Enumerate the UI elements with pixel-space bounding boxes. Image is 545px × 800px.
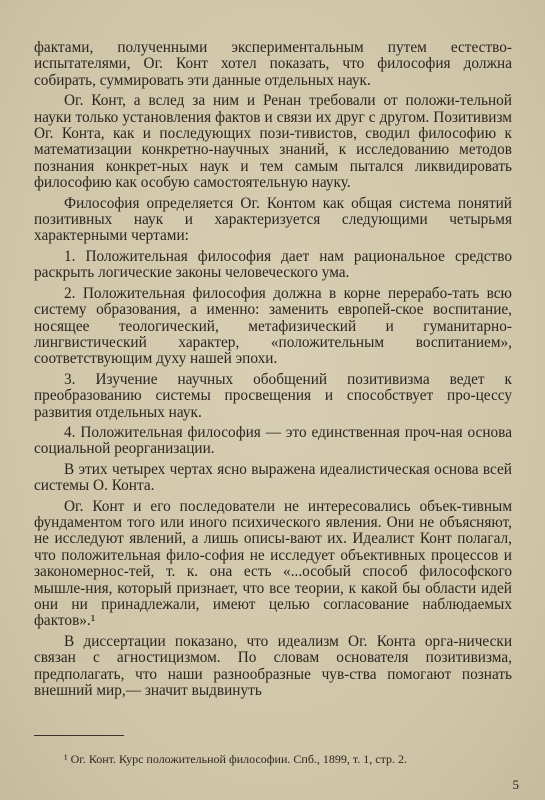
paragraph: Ог. Конт и его последователи не интересовались объек-тивным фундаментом того или иного психического явления. Они не объясняют, не исследуют явлений, а лишь описы-вают их. Идеалист Конт полагал, что положительная фило-софия не исследует объективных процессов и закономернос-тей, т. к. она есть «...особый способ философского мышле-ния, который признает, что все теории, к какой бы области идей они ни принадлежали, имеют целью согласование наблюдаемых фактов».¹ xyxy=(34,497,512,630)
page-number: 5 xyxy=(512,777,519,792)
footnote-divider xyxy=(34,735,124,736)
body-text xyxy=(34,40,512,703)
footnote: ¹ Ог. Конт. Курс положительной философии. Спб., 1899, т. 1, стр. 2. xyxy=(64,752,407,766)
list-item-4: 4. Положительная философия — это единственная проч-ная основа социальной реорганизации. xyxy=(34,423,512,458)
paragraph: Философия определяется Ог. Контом как общая система понятий позитивных наук и характеризуется следующими четырьмя характерными чертами: xyxy=(34,194,512,245)
paragraph: В диссертации показано, что идеализм Ог. Конта орга-нически связан с агностицизмом. По словам основателя позитивизма, предполагать, что наши разнообразные чув-ства помогают познать внешний мир,— значит выдвинуть xyxy=(34,632,512,700)
list-item-1: 1. Положительная философия дает нам рациональное средство раскрыть логические законы человеческого ума. xyxy=(34,247,512,282)
list-item-3: 3. Изучение научных обобщений позитивизма ведет к преобразованию системы просвещения и способствует про-цессу развития отдельных наук. xyxy=(34,370,512,421)
paragraph-continuation: фактами, полученными экспериментальным путем естество-испытателями, Ог. Конт хотел показать, что философия должна собирать, суммировать эти данные отдельных наук. xyxy=(34,39,512,89)
paragraph: Ог. Конт, а вслед за ним и Ренан требовали от положи-тельной науки только установления фактов и связи их друг с другом. Позитивизм Ог. Конта, как и последующих пози-тивистов, сводил философию к математизации конкретно-научных знаний, к исследованию методов познания конкрет-ных наук и тем самым пытался ликвидировать философию как особую самостоятельную науку. xyxy=(34,92,512,192)
list-item-2: 2. Положительная философия должна в корне перерабо-тать всю систему образования, а именно: заменить европей-ское воспитание, носящее теологический, метафизический и гуманитарно-лингвистический характер, «положительным воспитанием», соответствующим духу нашей эпохи. xyxy=(34,284,512,368)
paragraph: В этих четырех чертах ясно выражена идеалистическая основа всей системы О. Конта. xyxy=(34,460,512,495)
